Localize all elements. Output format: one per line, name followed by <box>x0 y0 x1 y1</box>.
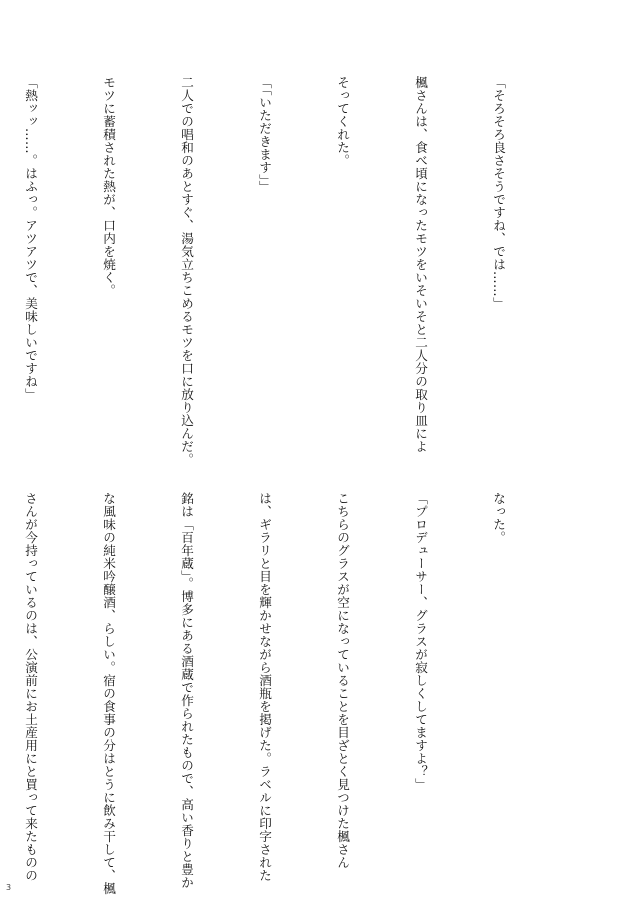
text-line: は、ギラリと目を輝かせながら酒瓶を掲げた。ラベルに印字された <box>257 492 272 882</box>
text-line: 二人での唱和のあとすぐ、湯気立ちこめるモツを口に放り込んだ。 <box>179 76 194 466</box>
text-line: なった。 <box>491 492 506 544</box>
text-line: そってくれた。 <box>335 76 350 167</box>
text-line: 銘は「百年蔵」。博多にある酒蔵で作られたもので、高い香りと豊か <box>179 492 194 889</box>
text-line: 「そろそろ良さそうですね、では……」 <box>491 76 506 310</box>
text-line: 「プロデューサー、グラスが寂しくしてますよ？」 <box>413 492 428 791</box>
text-line: 楓さんは、食べ頃になったモツをいそいそと二人分の取り皿によ <box>413 76 428 453</box>
page-number: 3 <box>6 883 12 892</box>
text-line: 「「いただきます」」 <box>257 76 272 194</box>
text-line: 「熱ッッ……。はふっ。アツアツで、美味しいですね」 <box>23 76 38 401</box>
text-line: モツに蓄積された熱が、口内を焼く。 <box>101 76 116 297</box>
text-line: こちらのグラスが空になっていることを目ざとく見つけた楓さん <box>335 492 350 869</box>
text-line: な風味の純米吟醸酒、らしい。宿の食事の分はとうに飲み干して、楓 <box>101 492 116 895</box>
text-line: さんが今持っているのは、公演前にお土産用にと買って来たものの <box>23 492 38 882</box>
top-text-block <box>0 76 563 466</box>
bottom-text-block <box>0 492 563 895</box>
